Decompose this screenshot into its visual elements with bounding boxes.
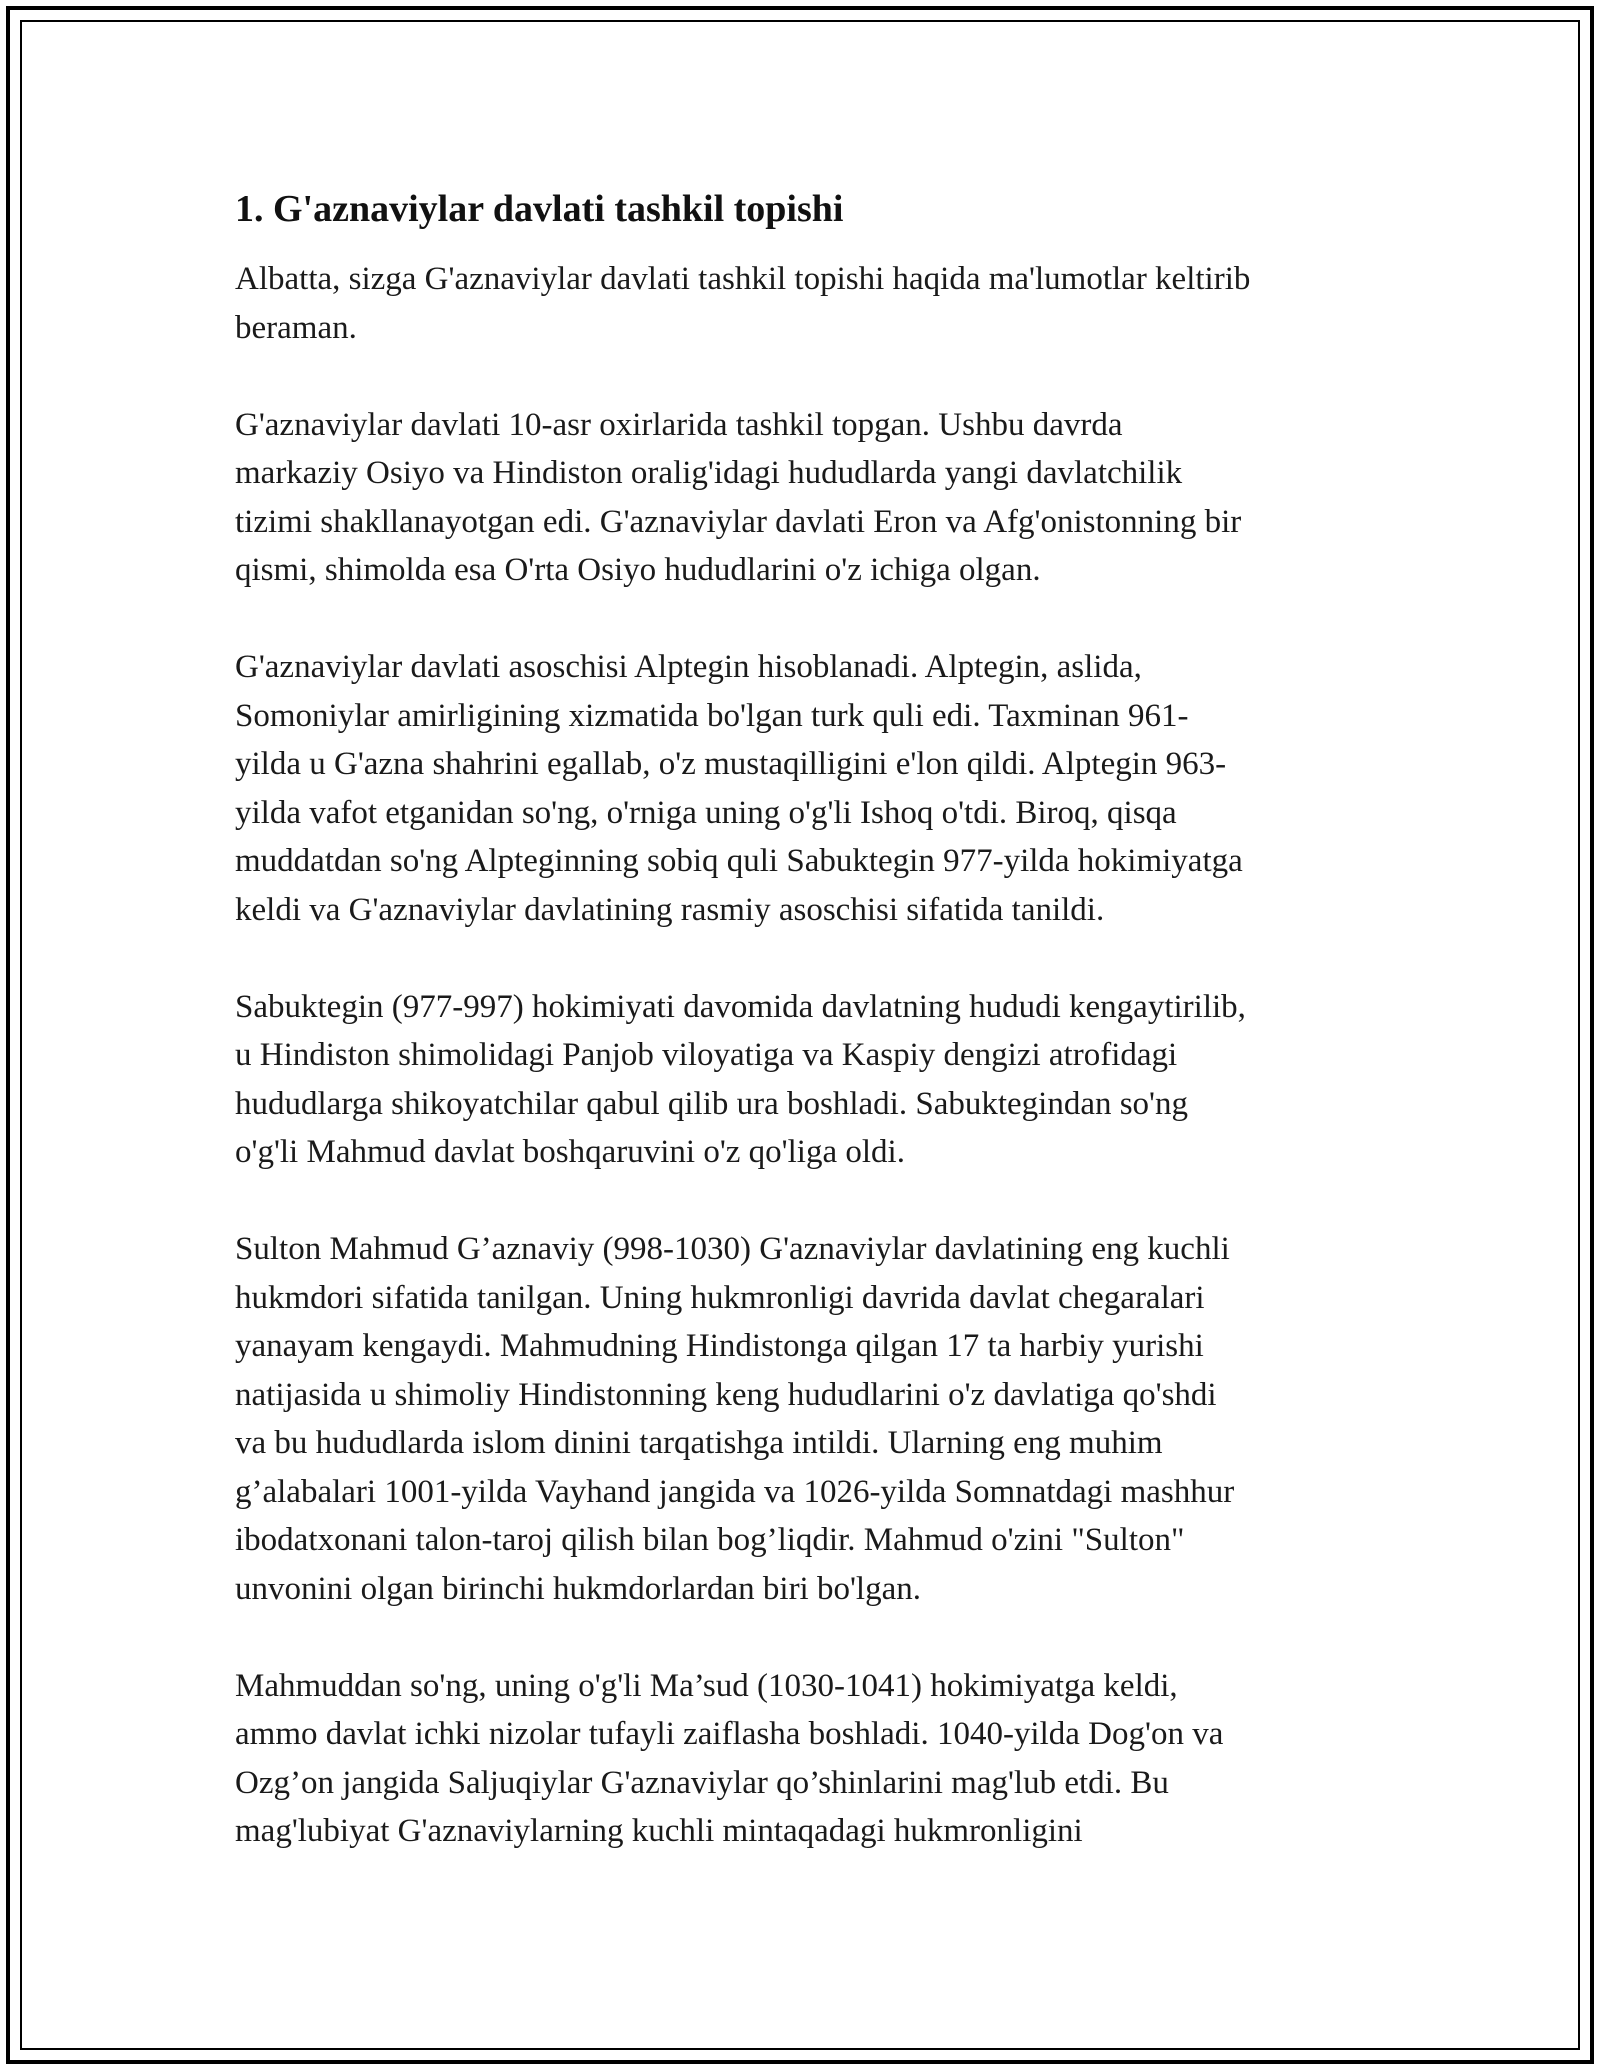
paragraph — [235, 983, 1370, 1177]
paragraph-line: yilda u G'azna shahrini egallab, o'z mustaqilligini e'lon qildi. Alptegin 963- — [235, 746, 1227, 782]
paragraph-line: g’alabalari 1001-yilda Vayhand jangida va 1026-yilda Somnatdagi mashhur — [235, 1473, 1235, 1510]
paragraph-list — [235, 255, 1370, 1856]
paragraph-line: qismi, shimolda esa O'rta Osiyo hududlarini o'z ichiga olgan. — [235, 552, 1041, 588]
paragraph-line: G'aznaviylar davlati 10-asr oxirlarida tashkil topgan. Ushbu davrda — [235, 406, 1123, 443]
paragraph-line: Somoniylar amirligining xizmatida bo'lgan turk quli edi. Taxminan 961- — [235, 697, 1189, 734]
paragraph-line: beraman. — [235, 309, 357, 346]
paragraph-line: markaziy Osiyo va Hindiston oralig'idagi hududlarda yangi davlatchilik — [235, 455, 1183, 491]
paragraph-line: G'aznaviylar davlati asoschisi Alptegin hisoblanadi. Alptegin, aslida, — [235, 649, 1142, 685]
paragraph-line: u Hindiston shimolidagi Panjob viloyatiga va Kaspiy dengizi atrofidagi — [235, 1037, 1178, 1073]
paragraph-line: Sabuktegin (977-997) hokimiyati davomida davlatning hududi kengaytirilib, — [235, 988, 1246, 1025]
paragraph-line: va bu hududlarda islom dinini tarqatishga intildi. Ularning eng muhim — [235, 1425, 1163, 1461]
paragraph — [235, 401, 1370, 595]
paragraph-line: ammo davlat ichki nizolar tufayli zaiflasha boshladi. 1040-yilda Dog'on va — [235, 1716, 1224, 1752]
paragraph-line: natijasida u shimoliy Hindistonning keng hududlarini o'z davlatiga qo'shdi — [235, 1376, 1217, 1413]
paragraph-line: tizimi shakllanayotgan edi. G'aznaviylar davlati Eron va Afg'onistonning bir — [235, 503, 1242, 540]
paragraph — [235, 643, 1370, 934]
paragraph-line: hukmdori sifatida tanilgan. Uning hukmronligi davrida davlat chegaralari — [235, 1279, 1205, 1316]
paragraph-line: Mahmuddan so'ng, uning o'g'li Ma’sud (1030-1041) hokimiyatga keldi, — [235, 1667, 1178, 1704]
paragraph-line: o'g'li Mahmud davlat boshqaruvini o'z qo'liga oldi. — [235, 1134, 905, 1170]
paragraph-line: yanayam kengaydi. Mahmudning Hindistonga qilgan 17 ta harbiy yurishi — [235, 1328, 1204, 1364]
paragraph-line: yilda vafot etganidan so'ng, o'rniga uning o'g'li Ishoq o'tdi. Biroq, qisqa — [235, 794, 1177, 831]
paragraph-line: unvonini olgan birinchi hukmdorlardan biri bo'lgan. — [235, 1570, 921, 1607]
paragraph — [235, 1225, 1370, 1613]
paragraph-line: muddatdan so'ng Alpteginning sobiq quli Sabuktegin 977-yilda hokimiyatga — [235, 843, 1243, 879]
paragraph-line: keldi va G'aznaviylar davlatining rasmiy asoschisi sifatida tanildi. — [235, 891, 1105, 928]
paragraph-line: Albatta, sizga G'aznaviylar davlati tashkil topishi haqida ma'lumotlar keltirib — [235, 261, 1251, 297]
paragraph-line: ibodatxonani talon-taroj qilish bilan bog’liqdir. Mahmud o'zini "Sulton" — [235, 1522, 1185, 1558]
paragraph-line: Sulton Mahmud G’aznaviy (998-1030) G'aznaviylar davlatining eng kuchli — [235, 1231, 1230, 1267]
paragraph-line: hududlarga shikoyatchilar qabul qilib ura boshladi. Sabuktegindan so'ng — [235, 1085, 1189, 1122]
document-body — [235, 185, 1370, 1904]
paragraph — [235, 255, 1370, 352]
paragraph — [235, 1662, 1370, 1856]
paragraph-line: mag'lubiyat G'aznaviylarning kuchli mintaqadagi hukmronligini — [235, 1813, 1083, 1849]
paragraph-line: Ozg’on jangida Saljuqiylar G'aznaviylar qo’shinlarini mag'lub etdi. Bu — [235, 1764, 1169, 1801]
section-heading: 1. G'aznaviylar davlati tashkil topishi — [235, 188, 844, 230]
